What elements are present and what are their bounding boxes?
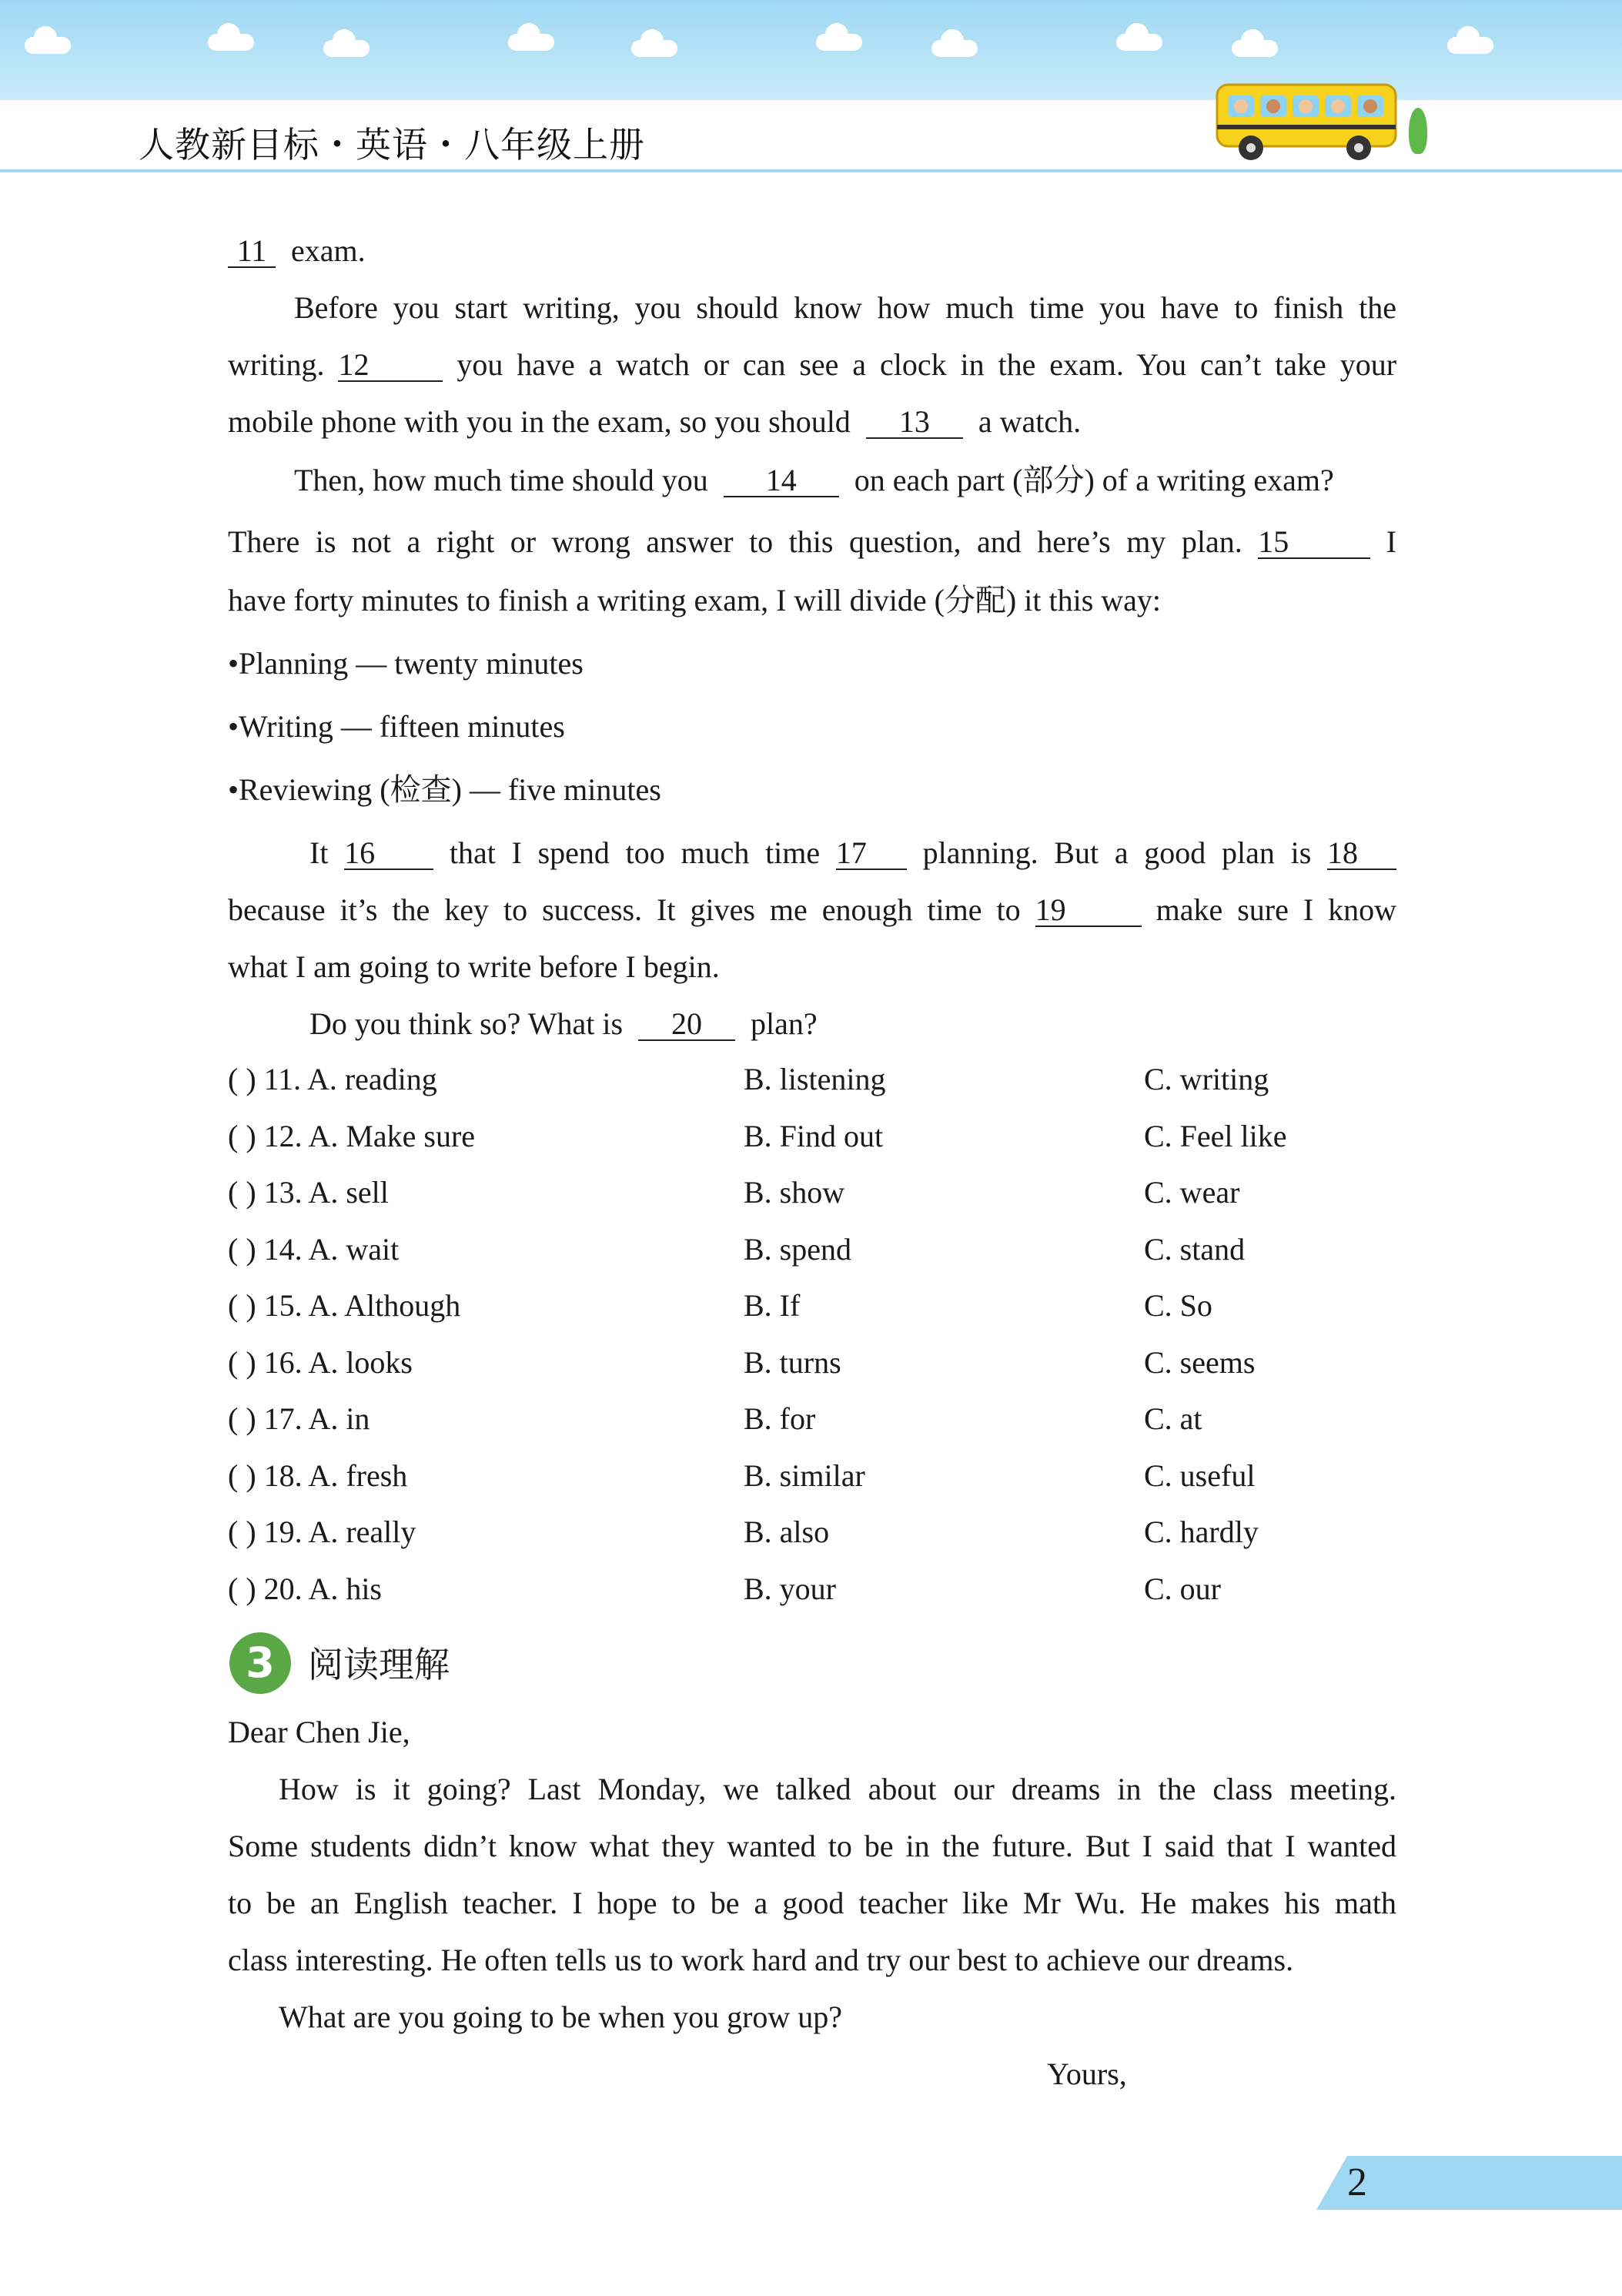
question-option-b: B. your: [744, 1571, 836, 1606]
question-option-a: ( ) 18. A. fresh: [228, 1458, 408, 1493]
text: •Writing — fifteen minutes: [228, 709, 565, 744]
question-option-b: B. similar: [744, 1458, 865, 1493]
cloud-icon: [816, 34, 862, 51]
question-option-b: B. listening: [744, 1062, 886, 1096]
text: •Planning — twenty minutes: [228, 646, 584, 681]
text: planning. But a good plan is: [922, 835, 1312, 870]
cloud-icon: [1447, 37, 1493, 54]
question-option-b: B. show: [744, 1175, 845, 1210]
letter-greeting: [228, 1714, 410, 1751]
text: what I am going to write before I begin.: [228, 949, 720, 984]
letter-line: [228, 1828, 1396, 1865]
letter-line: [228, 1885, 1396, 1922]
cloud-icon: [508, 34, 554, 51]
blank-20: 20: [638, 1009, 735, 1041]
question-option-a: ( ) 20. A. his: [228, 1571, 382, 1606]
blank-17: 17: [836, 838, 907, 870]
book-title: 人教新目标・英语・八年级上册: [139, 124, 645, 166]
question-option-b: B. for: [744, 1401, 816, 1436]
text: Do you think so? What is: [309, 1006, 624, 1041]
blank-13: 13: [866, 407, 963, 439]
text: Before you start writing, you should know how much time you have to finish the: [294, 290, 1396, 325]
text: make sure I know: [1155, 892, 1397, 927]
text: What are you going to be when you grow up?: [279, 2000, 843, 2034]
cloud-icon: [208, 34, 254, 51]
question-option-c: C. Feel like: [1144, 1118, 1287, 1153]
text: because it’s the key to success. It gives me enough time to: [228, 892, 1021, 927]
text: plan?: [751, 1006, 818, 1041]
cloud-icon: [931, 40, 978, 57]
section-title: 阅读理解: [308, 1644, 450, 1685]
passage-line: [228, 892, 1396, 929]
question-option-b: B. If: [744, 1288, 801, 1323]
question-option-a: ( ) 16. A. looks: [228, 1344, 413, 1380]
letter-closing: [1047, 2056, 1127, 2093]
question-option-a: ( ) 17. A. in: [228, 1401, 370, 1436]
passage-line: [228, 233, 366, 269]
passage-line: [228, 582, 1161, 619]
cloud-icon: [631, 40, 677, 57]
passage-line: [228, 403, 1081, 440]
question-option-b: B. also: [744, 1514, 830, 1549]
blank-16: 16: [344, 838, 433, 870]
text: Then, how much time should you: [294, 463, 708, 497]
question-option-a: ( ) 13. A. sell: [228, 1175, 389, 1210]
cloud-icon: [323, 40, 370, 57]
text: to be an English teacher. I hope to be a good teacher like Mr Wu. He makes his math: [228, 1886, 1396, 1920]
text: class interesting. He often tells us to work hard and try our best to achieve our dreams.: [228, 1943, 1294, 1977]
passage-line: [228, 290, 1396, 326]
question-option-c: C. our: [1144, 1571, 1221, 1606]
page-number: 2: [1347, 2160, 1367, 2204]
cloud-icon: [25, 37, 71, 54]
text: I: [1386, 524, 1397, 559]
passage-line: [294, 462, 1334, 499]
blank-12: 12: [338, 350, 443, 382]
question-option-a: ( ) 11. A. reading: [228, 1062, 437, 1096]
letter-line: [228, 1771, 1396, 1808]
text: exam.: [291, 233, 366, 268]
question-option-a: ( ) 12. A. Make sure: [228, 1118, 476, 1153]
section-number-badge: 3: [229, 1632, 291, 1694]
blank-18: 18: [1327, 838, 1396, 870]
question-option-c: C. at: [1144, 1401, 1202, 1436]
question-option-c: C. hardly: [1144, 1514, 1259, 1549]
text: writing.: [228, 347, 325, 382]
question-option-b: B. spend: [744, 1231, 851, 1267]
question-option-c: C. wear: [1144, 1175, 1240, 1210]
question-option-c: C. useful: [1144, 1458, 1256, 1493]
bullet-item: [228, 771, 661, 808]
text: How is it going? Last Monday, we talked about our dreams in the class meeting.: [279, 1772, 1396, 1806]
question-option-b: B. Find out: [744, 1118, 884, 1153]
text: a watch.: [978, 404, 1082, 439]
passage-line: [228, 949, 720, 986]
bullet-item: [228, 708, 565, 745]
cloud-icon: [1116, 34, 1162, 51]
letter-line: [228, 1942, 1293, 1979]
blank-19: 19: [1035, 895, 1142, 927]
passage-line: [309, 1006, 818, 1043]
question-option-c: C. writing: [1144, 1062, 1269, 1096]
text: have forty minutes to finish a writing exam, I will divide (分配) it this way:: [228, 583, 1162, 618]
question-option-c: C. seems: [1144, 1344, 1256, 1380]
question-option-a: ( ) 14. A. wait: [228, 1231, 400, 1267]
school-bus-icon: [1212, 77, 1420, 166]
question-option-c: C. So: [1144, 1288, 1212, 1323]
cloud-icon: [1232, 40, 1278, 57]
blank-11: 11: [228, 236, 276, 268]
text: It: [309, 835, 329, 870]
question-option-a: ( ) 19. A. really: [228, 1514, 416, 1549]
blank-14: 14: [724, 465, 839, 497]
text: you have a watch or can see a clock in the exam. You can’t take your: [457, 347, 1397, 382]
text: Yours,: [1047, 2057, 1127, 2091]
text: There is not a right or wrong answer to this question, and here’s my plan.: [228, 524, 1242, 559]
passage-line: [228, 524, 1396, 561]
text: mobile phone with you in the exam, so you should: [228, 404, 851, 439]
blank-15: 15: [1258, 527, 1370, 559]
text: Dear Chen Jie,: [228, 1715, 410, 1749]
question-option-c: C. stand: [1144, 1231, 1246, 1267]
question-option-a: ( ) 15. A. Although: [228, 1288, 461, 1323]
text: on each part (部分) of a writing exam?: [854, 463, 1334, 497]
tree-icon: [1409, 108, 1427, 154]
bullet-item: [228, 645, 584, 682]
passage-line: [228, 346, 1396, 383]
passage-line: [228, 835, 1396, 872]
letter-line: [279, 1999, 842, 2036]
text: Some students didn’t know what they wanted to be in the future. But I said that I wanted: [228, 1829, 1396, 1863]
question-option-b: B. turns: [744, 1344, 841, 1380]
text: that I spend too much time: [449, 835, 821, 870]
text: •Reviewing (检查) — five minutes: [228, 772, 661, 807]
